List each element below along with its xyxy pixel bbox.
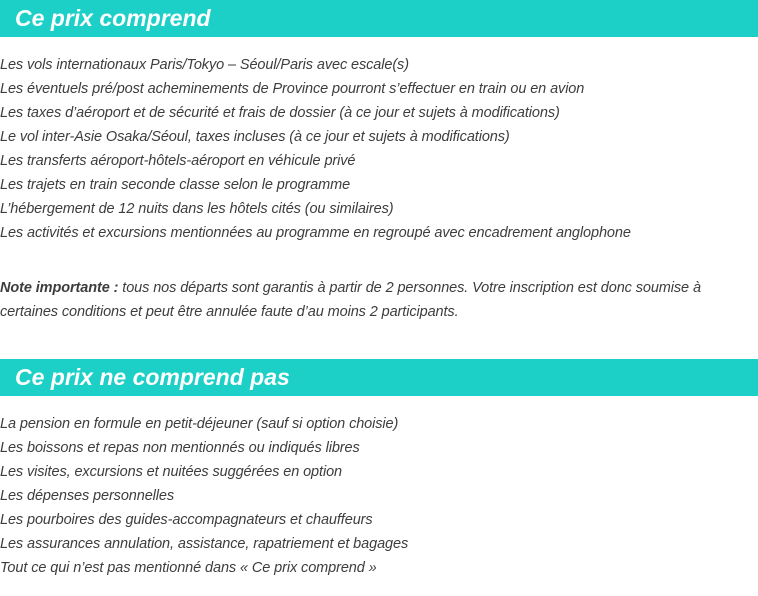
important-note <box>0 276 756 324</box>
list-item: Les éventuels pré/post acheminements de Province pourront s’effectuer en train ou en avion <box>0 81 585 97</box>
included-list <box>0 53 631 245</box>
list-item: Les trajets en train seconde classe selon le programme <box>0 177 351 193</box>
note-text: tous nos départs sont garantis à partir de 2 personnes. Votre inscription est donc soumise à certaines conditions et peut être annulée faute d’au moins 2 participants. <box>0 279 701 320</box>
list-item: Le vol inter-Asie Osaka/Séoul, taxes incluses (à ce jour et sujets à modifications) <box>0 129 510 145</box>
list-item: Les boissons et repas non mentionnés ou indiqués libres <box>0 440 360 456</box>
excluded-list <box>0 412 408 580</box>
list-item: Les pourboires des guides-accompagnateurs et chauffeurs <box>0 512 373 528</box>
list-item: Les taxes d’aéroport et de sécurité et frais de dossier (à ce jour et sujets à modifications) <box>0 105 560 121</box>
list-item: Les dépenses personnelles <box>0 488 175 504</box>
section-title-excluded: Ce prix ne comprend pas <box>0 359 758 396</box>
list-item: Les transferts aéroport-hôtels-aéroport en véhicule privé <box>0 153 356 169</box>
list-item: Les vols internationaux Paris/Tokyo – Séoul/Paris avec escale(s) <box>0 57 409 73</box>
list-item: Les assurances annulation, assistance, rapatriement et bagages <box>0 536 409 552</box>
section-title-included: Ce prix comprend <box>0 0 758 37</box>
list-item: L’hébergement de 12 nuits dans les hôtels cités (ou similaires) <box>0 201 394 217</box>
list-item: Les visites, excursions et nuitées suggérées en option <box>0 464 342 480</box>
list-item: Les activités et excursions mentionnées au programme en regroupé avec encadrement anglophone <box>0 225 631 241</box>
list-item: La pension en formule en petit-déjeuner (sauf si option choisie) <box>0 416 399 432</box>
note-label: Note importante : <box>0 279 119 296</box>
list-item: Tout ce qui n’est pas mentionné dans « Ce prix comprend » <box>0 560 377 576</box>
